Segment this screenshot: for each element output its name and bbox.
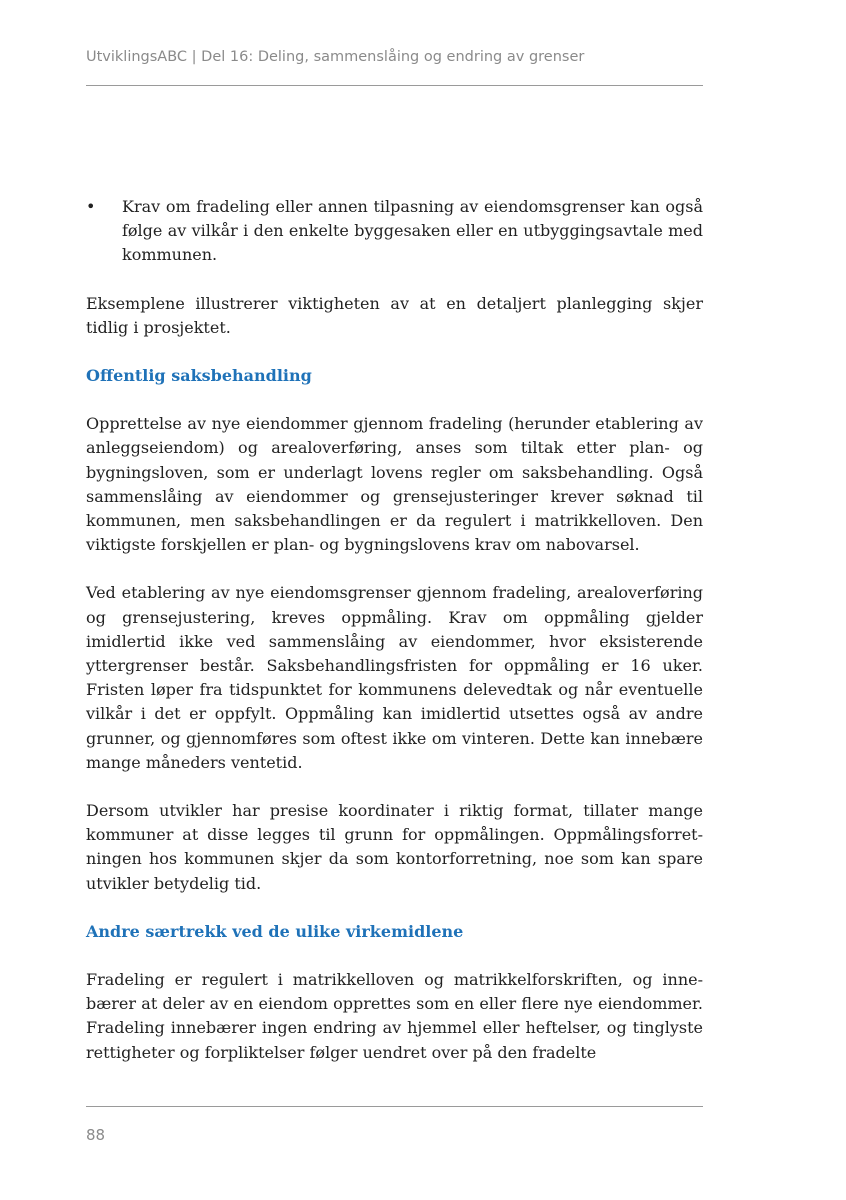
paragraph-examples: Eksemplene illustrerer viktigheten av at en detaljert planlegging skjer tidlig i prosjektet.	[86, 293, 703, 337]
paragraph-coordinates: Dersom utvikler har presise koordinater i riktig format, tillater mange kommuner at disse legges til grunn for oppmålingen. Oppmålingsforretningen hos kommunen skjer da som kontorforretning, noe som kan spare utvikler betydelig tid.	[86, 801, 703, 893]
section-heading-other-features: Andre særtrekk ved de ulike virkemidlene	[86, 921, 464, 941]
section-heading-public-processing: Offentlig saksbehandling	[86, 366, 312, 386]
paragraph-public-processing: Opprettelse av nye eiendommer gjennom fradeling (herunder etablering av anleggseiendom) og arealoverføring, anses som tiltak etter plan- og bygningsloven, som er underlagt lovens regler om saksbehandling. Også sammenslåing av eiendommer og grensejusteringer krever søknad til kommunen, men saksbehandlingen er da regulert i matrikkelloven. Den viktigste forskjellen er plan- og bygningslovens krav om nabovarsel.	[86, 414, 703, 555]
header-divider	[86, 85, 703, 86]
bullet-text: Krav om fradeling eller annen tilpasning av eiendomsgrenser kan også følge av vilkår i den enkelte byggesaken eller en utbyggingsavtale med kommunen.	[122, 197, 703, 265]
bullet-list-item	[86, 195, 703, 268]
paragraph-subdivision: Fradeling er regulert i matrikkelloven og matrikkelforskriften, og innebærer at deler av en eiendom opprettes som en eller flere nye eiendommer. Fradeling innebærer ingen endring av hjemmel eller heftelser, og tinglyste rettigheter og forpliktelser følger uendret over på den fradelte	[86, 970, 703, 1062]
paragraph-surveying: Ved etablering av nye eiendomsgrenser gjennom fradeling, arealoverføring og grensejustering, kreves oppmåling. Krav om oppmåling gjelder imidlertid ikke ved sammenslåing av eiendommer, hvor eksisterende yttergrenser består. Saksbehandlingsfristen for oppmåling er 16 uker. Fristen løper fra tidspunktet for kommunens delevedtak og når eventuelle vilkår i det er oppfylt. Oppmåling kan imidlertid utsettes også av andre grunner, og gjennomføres som oftest ikke om vinteren. Dette kan innebære mange måneders ventetid.	[86, 583, 703, 772]
footer-divider	[86, 1106, 703, 1107]
page-number: 88	[86, 1126, 106, 1144]
page-body	[86, 195, 703, 1065]
running-header: UtviklingsABC | Del 16: Deling, sammenslåing og endring av grenser	[86, 49, 585, 65]
bullet-icon: •	[86, 197, 96, 216]
